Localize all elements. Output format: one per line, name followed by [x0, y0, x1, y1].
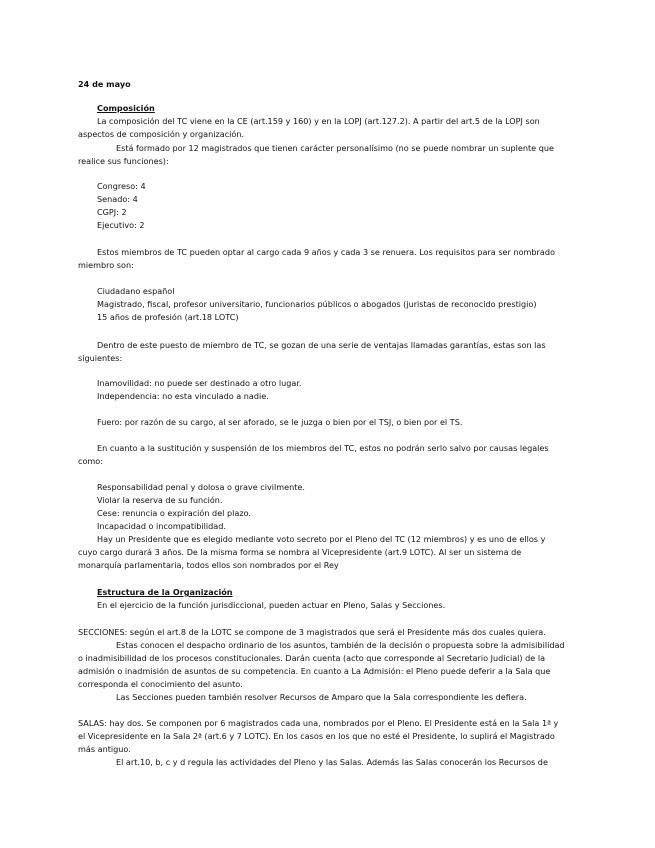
- paragraph-line: admisión o inadmisión de asuntos de su competencia. En cuanto a La Admisión: el Pleno puede deferir a la Sala que: [78, 666, 551, 676]
- list-item: Congreso: 4: [97, 181, 146, 191]
- paragraph-line: monarquía parlamentaria, todos ellos son nombrados por el Rey: [78, 560, 339, 570]
- paragraph-line: miembro son:: [78, 260, 134, 270]
- date-heading: 24 de mayo: [78, 79, 131, 89]
- paragraph-line: como:: [78, 456, 103, 466]
- paragraph-line: Está formado por 12 magistrados que tienen carácter personalísimo (no se puede nombrar un suplente que: [116, 143, 554, 153]
- paragraph-line: o inadmisibilidad de los procesos constitucionales. Darán cuenta (acto que corresponde al Secretario Judicial) de la: [78, 653, 546, 663]
- section-heading-estructura: Estructura de la Organización: [97, 587, 233, 597]
- paragraph-line: realice sus funciones):: [78, 156, 169, 166]
- section-heading-composicion: Composición: [97, 103, 155, 113]
- list-item: Ciudadano español: [97, 286, 175, 296]
- list-item: Independencia: no esta vinculado a nadie.: [97, 391, 269, 401]
- paragraph-line: SECCIONES: según el art.8 de la LOTC se compone de 3 magistrados que será el Presidente más dos cuales quiera.: [78, 627, 546, 637]
- paragraph-line: siguientes:: [78, 353, 123, 363]
- paragraph-line: En el ejercicio de la función jurisdiccional, pueden actuar en Pleno, Salas y Secciones.: [97, 600, 446, 610]
- list-item: Violar la reserva de su función.: [97, 495, 223, 505]
- paragraph-line: Fuero: por razón de su cargo, al ser aforado, se le juzga o bien por el TSJ, o bien por el TS.: [97, 417, 463, 427]
- paragraph-line: Estos miembros de TC pueden optar al cargo cada 9 años y cada 3 se renuera. Los requisitos para ser nombrado: [97, 247, 555, 257]
- paragraph-line: En cuanto a la sustitución y suspensión de los miembros del TC, estos no podrán serlo salvo por causas legales: [97, 443, 549, 453]
- paragraph-line: SALAS: hay dos. Se componen por 6 magistrados cada una, nombrados por el Pleno. El Presidente está en la Sala 1ª y: [78, 718, 559, 728]
- paragraph-line: La composición del TC viene en la CE (art.159 y 160) y en la LOPJ (art.127.2). A partir del art.5 de la LOPJ son: [97, 116, 540, 126]
- list-item: CGPJ: 2: [97, 207, 127, 217]
- list-item: Magistrado, fiscal, profesor universitario, funcionarios públicos o abogados (juristas de reconocido prestigio): [97, 299, 537, 309]
- paragraph-line: cuyo cargo durará 3 años. De la misma forma se nombra al Vicepresidente (art.9 LOTC). Al ser un sistema de: [78, 547, 522, 557]
- list-item: 15 años de profesión (art.18 LOTC): [97, 312, 239, 322]
- list-item: Inamovilidad: no puede ser destinado a otro lugar.: [97, 378, 302, 388]
- paragraph-line: más antiguo.: [78, 744, 131, 754]
- list-item: Responsabilidad penal y dolosa o grave civilmente.: [97, 482, 305, 492]
- paragraph-line: aspectos de composición y organización.: [78, 129, 245, 139]
- list-item: Senado: 4: [97, 194, 138, 204]
- paragraph-line: Las Secciones pueden también resolver Recursos de Amparo que la Sala correspondiente les defiera.: [116, 692, 527, 702]
- paragraph-line: corresponda el conocimiento del asunto.: [78, 679, 243, 689]
- list-item: Cese: renuncia o expiración del plazo.: [97, 508, 251, 518]
- list-item: Incapacidad o incompatibilidad.: [97, 521, 226, 531]
- paragraph-line: el Vicepresidente en la Sala 2ª (art.6 y 7 LOTC). En los casos en los que no esté el Presidente, lo suplirá el Magistrado: [78, 731, 555, 741]
- paragraph-line: Estas conocen el despacho ordinario de los asuntos, también de la decisión o propuesta sobre la admisibilidad: [116, 640, 565, 650]
- paragraph-line: El art.10, b, c y d regula las actividades del Pleno y las Salas. Además las Salas conocerán los Recursos de: [116, 757, 548, 767]
- paragraph-line: Dentro de este puesto de miembro de TC, se gozan de una serie de ventajas llamadas garantías, estas son las: [97, 340, 546, 350]
- list-item: Ejecutivo: 2: [97, 220, 145, 230]
- paragraph-line: Hay un Presidente que es elegido mediante voto secreto por el Pleno del TC (12 miembros) y es uno de ellos y: [97, 534, 546, 544]
